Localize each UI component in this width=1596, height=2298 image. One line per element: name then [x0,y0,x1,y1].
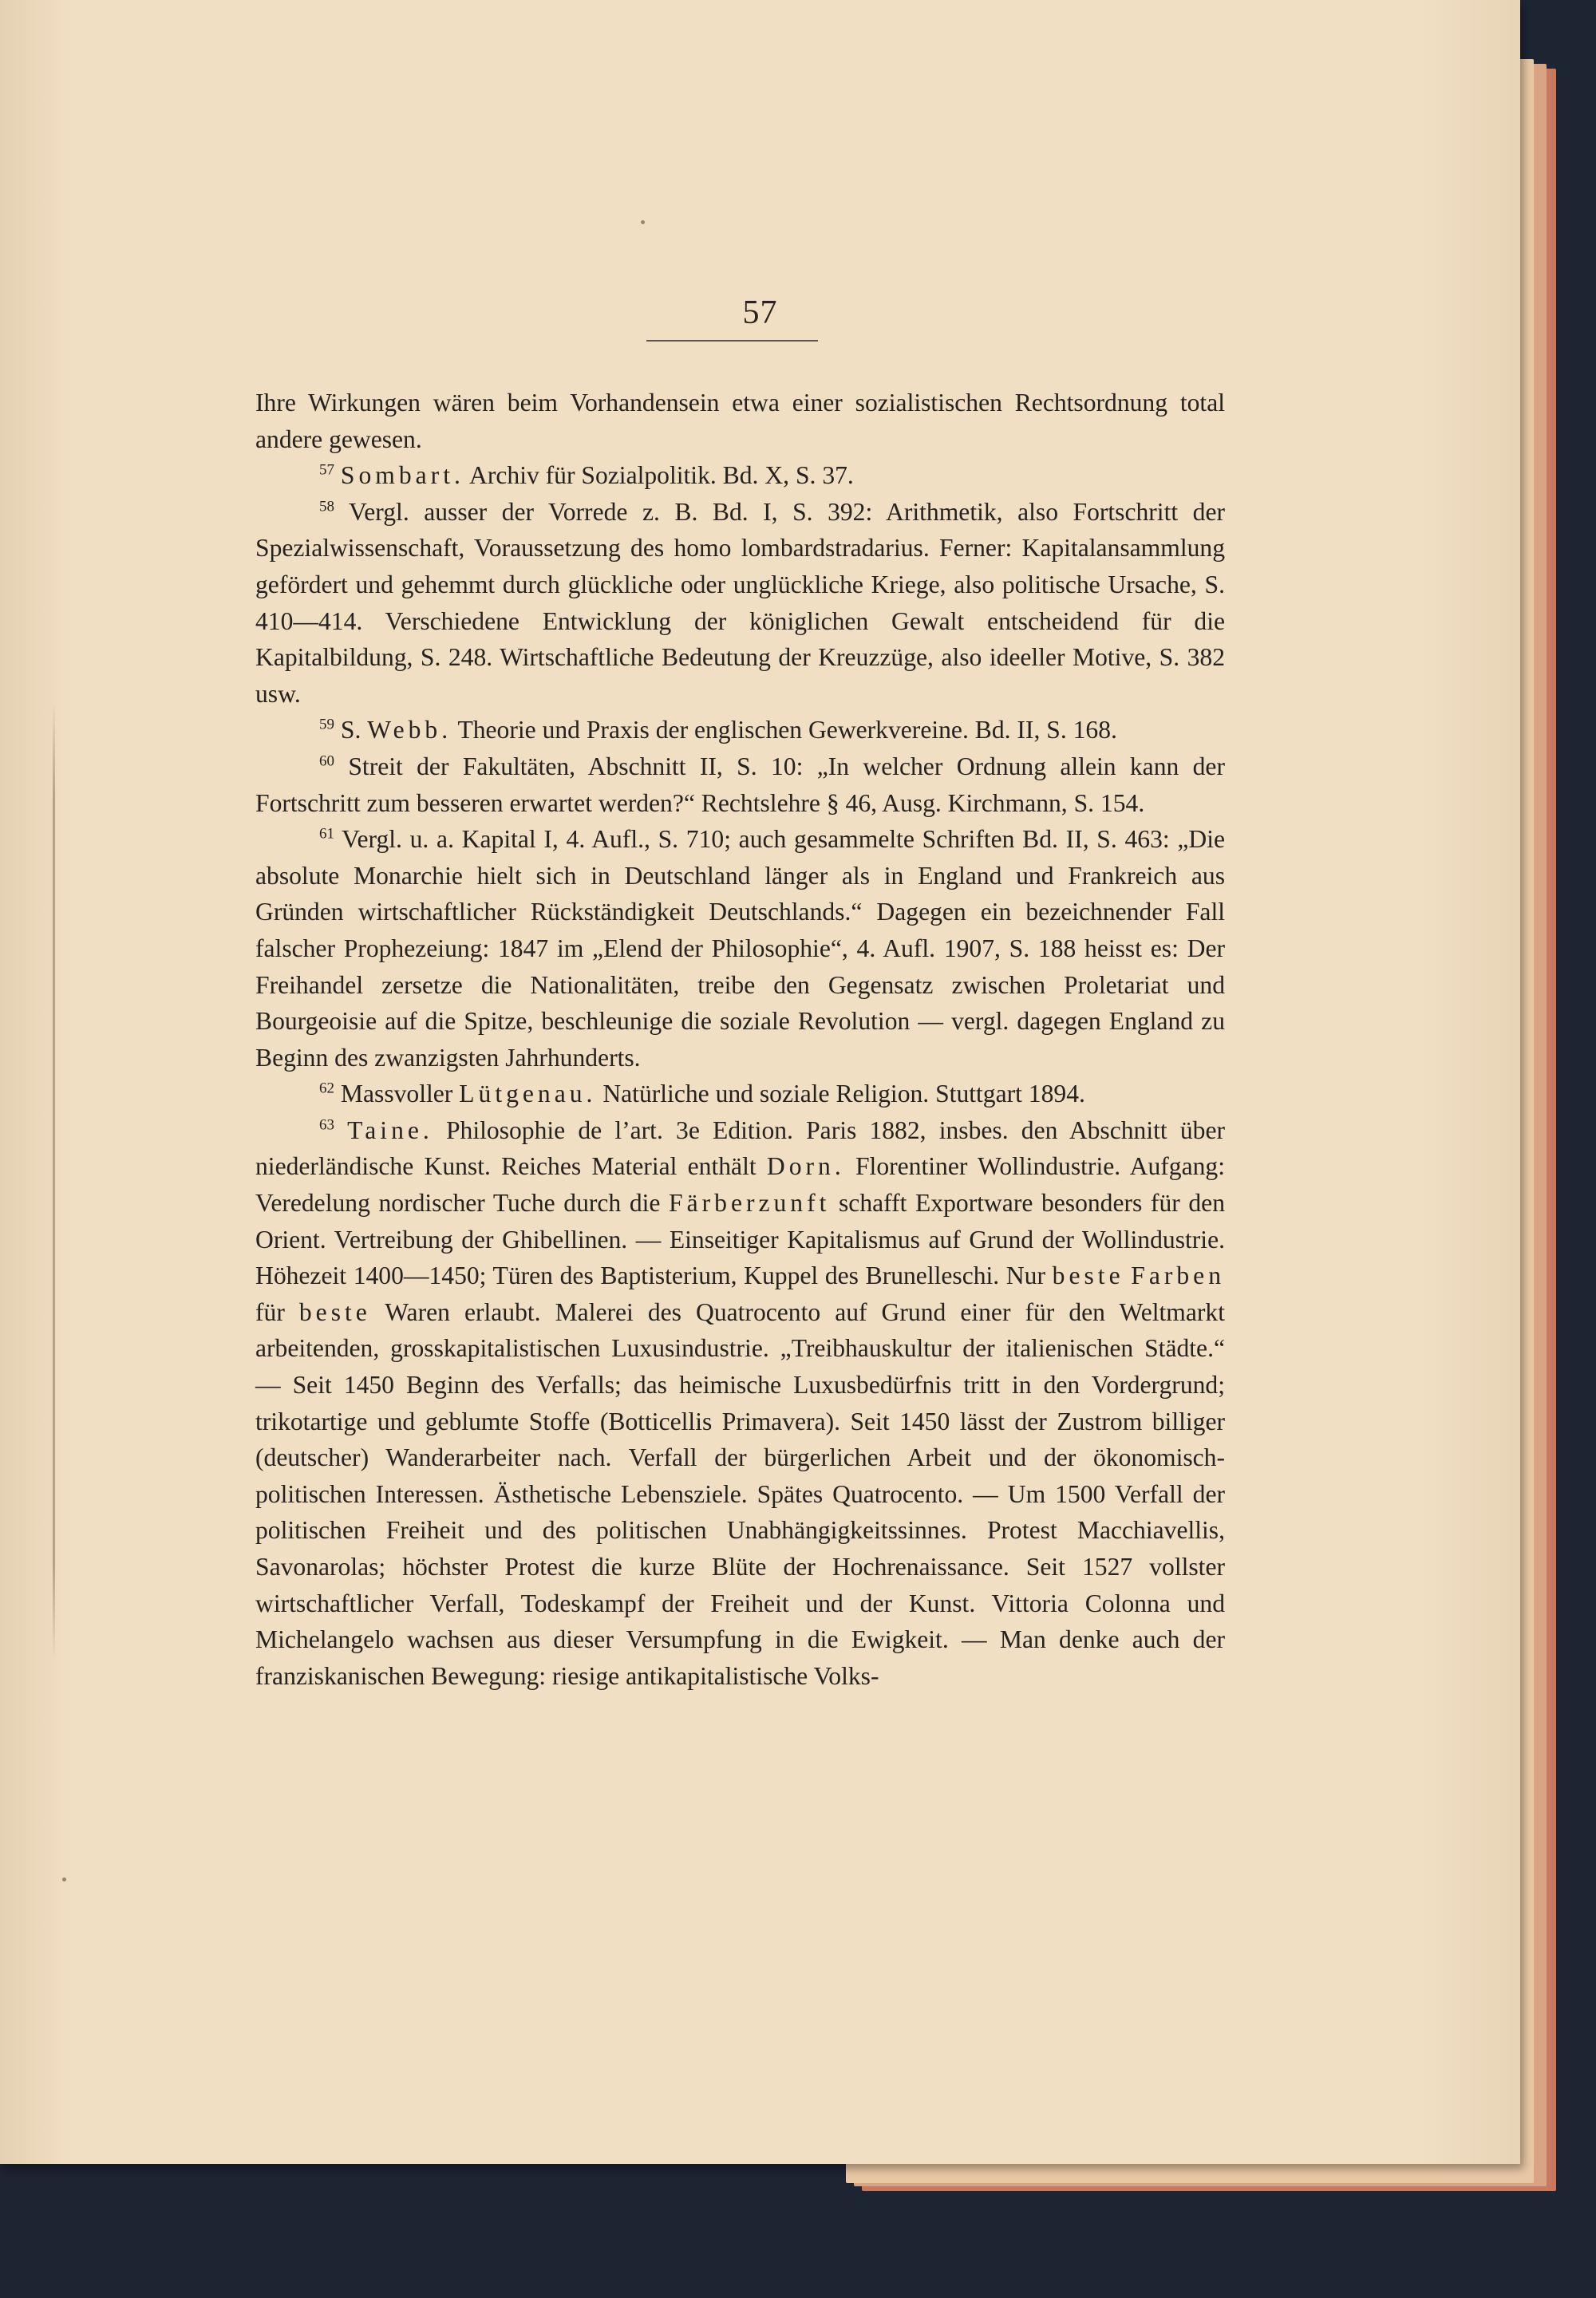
footnote-text: Natürliche und soziale Religion. Stuttgart 1894. [602,1080,1085,1108]
binding-thread [53,702,55,1660]
footnote-text: Vergl. u. a. Kapital I, 4. Aufl., S. 710; auch gesammelte Schriften Bd. II, S. 463: „Die absolute Monarchie hielt sich in Deutschland länger als in England und Frankreich aus Gründen wirtschaftlicher Rückständigkeit Deutschlands.“ Dagegen ein bezeichnender Fall falscher Prophezeiung: 1847 im „Elend der Philosophie“, 4. Aufl. 1907, S. 188 heisst es: Der Freihandel zersetze die Nationalitäten, treibe den Gegensatz zwischen Proletariat und Bourgeoisie auf die Spitze, beschleunige die soziale Revolution — vergl. dagegen England zu Beginn des zwanzigsten Jahrhunderts. [255,825,1226,1072]
footnote-59 [255,712,1225,748]
continuation-paragraph: Ihre Wirkungen wären beim Vorhandensein etwa einer sozialistischen Rechtsordnung total andere gewesen. [255,389,1225,453]
footnote-text: für [255,1297,285,1326]
author-name: Dorn. [766,1152,845,1181]
author-name: Sombart. [340,461,464,490]
footnote-number: 62 [319,1080,334,1097]
paper-speck [62,1877,66,1881]
author-name: Lütgenau. [459,1080,597,1108]
author-name: Taine. [347,1115,433,1144]
footnote-number: 63 [319,1116,334,1134]
footnote-text: Philosophie de l’art. 3e Edition. Paris 1882, insbes. den Abschnitt über niederländische Kunst. Reiches Material enthält [255,1115,1225,1181]
footnote-number: 61 [319,825,334,843]
footnote-text: Theorie und Praxis der englischen Gewerkvereine. Bd. II, S. 168. [457,716,1117,744]
footnote-text: Florentiner Wollindustrie. Aufgang: Veredelung nordischer Tuche durch die [255,1152,1225,1218]
footnote-57 [255,457,1225,494]
footnote-prefix: Massvoller [340,1080,453,1108]
emphasis-text: beste [298,1297,371,1326]
footnote-text: Vergl. ausser der Vorrede z. B. Bd. I, S. 392: Arithmetik, also Fortschritt der Spezialwissenschaft, Voraussetzung des homo lombardstradarius. Ferner: Kapitalansammlung gefördert und gehemmt durch glückliche oder unglückliche Kriege, also politische Ursache, S. 410—414. Verschiedene Entwicklung der königlichen Gewalt entscheidend für die Kapitalbildung, S. 248. Wirtschaftliche Bedeutung der Kreuzzüge, also ideeller Motive, S. 382 usw. [255,497,1226,708]
footnote-text: Streit der Fakultäten, Abschnitt II, S. 10: „In welcher Ordnung allein kann der Fortschritt zum besseren erwartet werden?“ Rechtslehre § 46, Ausg. Kirchmann, S. 154. [255,752,1225,817]
footnote-number: 59 [319,716,334,733]
footnote-prefix: S. [340,716,361,744]
footnote-62 [255,1076,1225,1112]
emphasis-text: beste [1052,1262,1124,1290]
emphasis-text: Färberzunft [669,1189,831,1218]
footnote-58 [255,494,1225,713]
footnote-number: 57 [319,461,334,479]
emphasis-text: Farben [1131,1262,1225,1290]
footnotes-body [255,385,1225,1694]
header-rule [646,340,818,342]
footnote-60 [255,748,1225,821]
footnote-61 [255,821,1225,1076]
footnote-number: 58 [319,498,334,515]
footnote-number: 60 [319,752,334,770]
footnote-63 [255,1112,1225,1695]
author-name: Webb. [367,716,452,744]
footnote-text: Archiv für Sozialpolitik. Bd. X, S. 37. [469,461,854,490]
paper-speck [641,220,645,224]
footnote-text: schafft Exportware besonders für den Orient. Vertreibung der Ghibellinen. — Einseitiger Kapitalismus auf Grund der Wollindustrie. Höhezeit 1400—1450; Türen des Baptisterium, Kuppel des Brunelleschi. Nur [255,1189,1225,1290]
page-number: 57 [742,294,778,331]
footnote-text: Waren erlaubt. Malerei des Quatrocento auf Grund einer für den Weltmarkt arbeitenden, grosskapitalistischen Luxusindustrie. „Treibhauskultur der italienischen Städte.“ — Seit 1450 Beginn des Verfalls; das heimische Luxusbedürfnis tritt in den Vordergrund; trikotartige und geblumte Stoffe (Botticellis Primavera). Seit 1450 lässt der Zustrom billiger (deutscher) Wanderarbeiter nach. Verfall der bürgerlichen Arbeit und der ökonomisch-politischen Interessen. Ästhetische Lebensziele. Spätes Quatrocento. — Um 1500 Verfall der politischen Freiheit und des politischen Unabhängigkeitssinnes. Protest Macchiavellis, Savonarolas; höchster Protest die kurze Blüte der Hochrenaissance. Seit 1527 vollster wirtschaftlicher Verfall, Todeskampf der Freiheit und der Kunst. Vittoria Colonna und Michelangelo wachsen aus dieser Versumpfung in die Ewigkeit. — Man denke auch der franziskanischen Bewegung: riesige antikapitalistische Volks- [255,1297,1225,1690]
